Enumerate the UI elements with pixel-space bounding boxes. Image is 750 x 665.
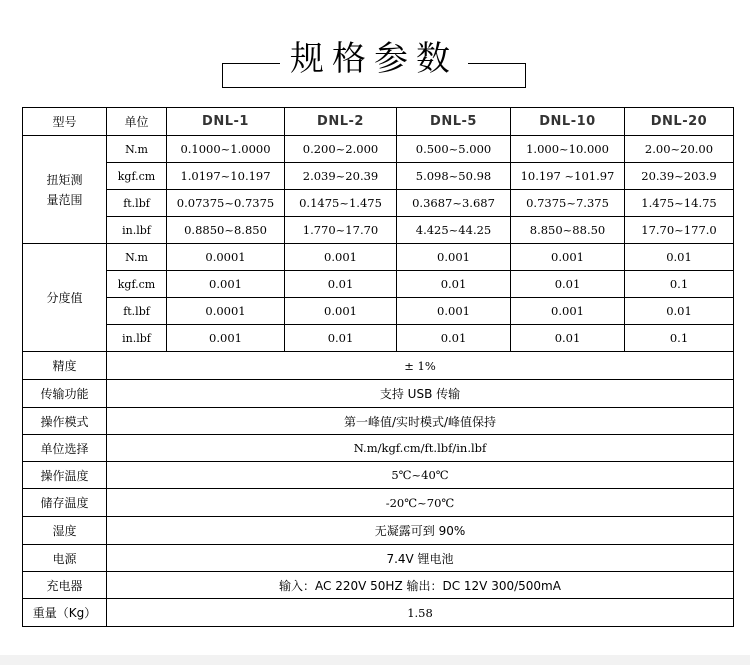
value-cell: 0.001 <box>511 244 625 271</box>
title-rule-left <box>222 63 280 64</box>
table-row <box>23 217 734 244</box>
spec-label: 湿度 <box>23 517 107 545</box>
unit-cell: N.m <box>107 136 167 163</box>
value-cell: 0.01 <box>397 325 511 352</box>
header-unit-label: 单位 <box>107 108 167 136</box>
unit-cell: N.m <box>107 244 167 271</box>
value-cell: 0.001 <box>397 298 511 325</box>
spec-row <box>23 408 734 435</box>
value-cell: 2.039~20.39 <box>285 163 397 190</box>
spec-row <box>23 489 734 517</box>
spec-label: 单位选择 <box>23 435 107 462</box>
value-cell: 0.001 <box>285 298 397 325</box>
value-cell: 0.001 <box>285 244 397 271</box>
unit-cell: kgf.cm <box>107 271 167 298</box>
title-rule-right-tick <box>525 63 526 87</box>
value-cell: 0.01 <box>285 271 397 298</box>
header-model: DNL-1 <box>167 108 285 136</box>
spec-value: N.m/kgf.cm/ft.lbf/in.lbf <box>107 435 734 462</box>
table-row <box>23 271 734 298</box>
unit-cell: ft.lbf <box>107 190 167 217</box>
value-cell: 0.001 <box>167 325 285 352</box>
header-model: DNL-10 <box>511 108 625 136</box>
footer-strip <box>0 655 750 665</box>
unit-cell: in.lbf <box>107 325 167 352</box>
value-cell: 0.0001 <box>167 298 285 325</box>
value-cell: 0.1475~1.475 <box>285 190 397 217</box>
spec-value: -20℃~70℃ <box>107 489 734 517</box>
value-cell: 0.0001 <box>167 244 285 271</box>
header-row <box>23 108 734 136</box>
spec-label: 充电器 <box>23 572 107 599</box>
table-row <box>23 163 734 190</box>
value-cell: 0.01 <box>397 271 511 298</box>
title-rule-left-bottom <box>222 87 526 88</box>
table-row <box>23 136 734 163</box>
torque-range-label-line2: 量范围 <box>46 192 83 207</box>
spec-value: 第一峰值/实时模式/峰值保持 <box>107 408 734 435</box>
unit-cell: kgf.cm <box>107 163 167 190</box>
header-model: DNL-2 <box>285 108 397 136</box>
value-cell: 0.01 <box>285 325 397 352</box>
spec-row <box>23 545 734 572</box>
spec-row <box>23 517 734 545</box>
value-cell: 0.8850~8.850 <box>167 217 285 244</box>
table-row <box>23 244 734 271</box>
value-cell: 0.500~5.000 <box>397 136 511 163</box>
header-model-label: 型号 <box>23 108 107 136</box>
value-cell: 1.000~10.000 <box>511 136 625 163</box>
spec-value: 输入：AC 220V 50HZ 输出：DC 12V 300/500mA <box>107 572 734 599</box>
value-cell: 0.001 <box>511 298 625 325</box>
spec-label: 操作模式 <box>23 408 107 435</box>
spec-label: 精度 <box>23 352 107 380</box>
value-cell: 0.1 <box>625 325 734 352</box>
torque-range-label-line1: 扭矩测 <box>46 172 83 187</box>
spec-value: 7.4V 锂电池 <box>107 545 734 572</box>
spec-row <box>23 462 734 489</box>
value-cell: 0.01 <box>625 244 734 271</box>
value-cell: 0.001 <box>397 244 511 271</box>
value-cell: 4.425~44.25 <box>397 217 511 244</box>
value-cell: 20.39~203.9 <box>625 163 734 190</box>
spec-label: 传输功能 <box>23 380 107 408</box>
value-cell: 2.00~20.00 <box>625 136 734 163</box>
title-block <box>222 35 526 93</box>
value-cell: 0.01 <box>511 325 625 352</box>
value-cell: 17.70~177.0 <box>625 217 734 244</box>
spec-table <box>22 107 734 627</box>
table-row <box>23 298 734 325</box>
spec-row <box>23 572 734 599</box>
header-model: DNL-20 <box>625 108 734 136</box>
unit-cell: in.lbf <box>107 217 167 244</box>
spec-row <box>23 435 734 462</box>
value-cell: 10.197 ~101.97 <box>511 163 625 190</box>
value-cell: 1.0197~10.197 <box>167 163 285 190</box>
spec-label: 储存温度 <box>23 489 107 517</box>
value-cell: 0.01 <box>625 298 734 325</box>
spec-label: 电源 <box>23 545 107 572</box>
title-rule-left-tick <box>222 63 223 87</box>
unit-cell: ft.lbf <box>107 298 167 325</box>
table-row <box>23 190 734 217</box>
spec-row <box>23 599 734 627</box>
value-cell: 0.01 <box>511 271 625 298</box>
page-title: 规格参数 <box>290 39 458 79</box>
resolution-label: 分度值 <box>23 244 107 352</box>
value-cell: 8.850~88.50 <box>511 217 625 244</box>
spec-value: 无凝露可到 90% <box>107 517 734 545</box>
value-cell: 0.1 <box>625 271 734 298</box>
spec-value: 支持 USB 传输 <box>107 380 734 408</box>
value-cell: 0.7375~7.375 <box>511 190 625 217</box>
title-rule-right <box>468 63 526 64</box>
value-cell: 1.475~14.75 <box>625 190 734 217</box>
spec-value: 1.58 <box>107 599 734 627</box>
value-cell: 0.3687~3.687 <box>397 190 511 217</box>
spec-row <box>23 380 734 408</box>
spec-value: ± 1% <box>107 352 734 380</box>
value-cell: 0.1000~1.0000 <box>167 136 285 163</box>
spec-value: 5℃~40℃ <box>107 462 734 489</box>
torque-range-label <box>23 136 107 244</box>
value-cell: 0.07375~0.7375 <box>167 190 285 217</box>
spec-row <box>23 352 734 380</box>
value-cell: 1.770~17.70 <box>285 217 397 244</box>
value-cell: 0.200~2.000 <box>285 136 397 163</box>
header-model: DNL-5 <box>397 108 511 136</box>
table-row <box>23 325 734 352</box>
value-cell: 0.001 <box>167 271 285 298</box>
value-cell: 5.098~50.98 <box>397 163 511 190</box>
spec-label: 重量（Kg） <box>23 599 107 627</box>
spec-label: 操作温度 <box>23 462 107 489</box>
